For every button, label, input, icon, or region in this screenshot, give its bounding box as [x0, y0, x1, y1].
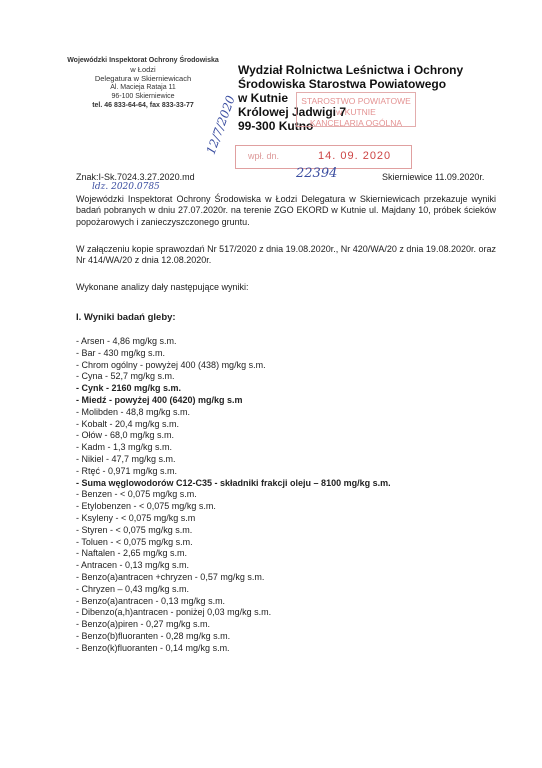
result-item: - Suma węglowodorów C12-C35 - składniki frakcji oleju – 8100 mg/kg s.m.	[76, 477, 391, 488]
result-item: - Chrom ogólny - powyżej 400 (438) mg/kg s.m.	[76, 359, 266, 370]
received-label: wpł. dn.	[248, 151, 280, 161]
result-item: - Benzo(a)piren - 0,27 mg/kg s.m.	[76, 619, 211, 630]
recipient-line-2: Środowiska Starostwa Powiatowego	[238, 77, 447, 91]
result-item: - Toluen - < 0,075 mg/kg s.m.	[76, 536, 193, 547]
results-intro: Wykonane analizy dały następujące wyniki:	[76, 282, 249, 292]
result-item: - Benzen - < 0,075 mg/kg s.m.	[76, 489, 197, 500]
handwritten-reference: ldz. 2020.0785	[92, 182, 160, 192]
result-item: - Rtęć - 0,971 mg/kg s.m.	[76, 465, 178, 476]
office-stamp	[296, 92, 416, 127]
result-item: - Dibenzo(a,h)antracen - poniżej 0,03 mg/kg s.m.	[76, 607, 272, 618]
result-item: - Chryzen – 0,43 mg/kg s.m.	[76, 583, 190, 594]
office-stamp-line-1: STAROSTWO POWIATOWE w KUTNIE	[301, 96, 411, 117]
recipient-line-3: w Kutnie	[238, 91, 288, 105]
result-item: - Bar - 430 mg/kg s.m.	[76, 347, 166, 358]
result-item: - Benzo(a)antracen - 0,13 mg/kg s.m.	[76, 595, 226, 606]
sender-institution: Wojewódzki Inspektorat Ochrony Środowiska	[67, 57, 219, 64]
result-item: - Cynk - 2160 mg/kg s.m.	[76, 383, 182, 394]
place-and-date: Skierniewice 11.09.2020r.	[382, 172, 485, 182]
soil-results-list	[76, 336, 391, 655]
result-item: - Ołów - 68,0 mg/kg s.m.	[76, 430, 175, 441]
result-item: - Molibden - 48,8 mg/kg s.m.	[76, 406, 191, 417]
result-item: - Cyna - 52,7 mg/kg s.m.	[76, 371, 175, 382]
sender-postcode: 96-100 Skierniewice	[111, 93, 175, 100]
result-item: - Miedź - powyżej 400 (6420) mg/kg s.m	[76, 394, 243, 405]
handwritten-margin-note: 12/7/2020	[203, 93, 238, 157]
attachments-paragraph: W załączeniu kopie sprawozdań Nr 517/2020 z dnia 19.08.2020r., Nr 420/WA/20 z dnia 19.08.2020r. oraz Nr 414/WA/20 z dnia 12.08.2020r.	[76, 244, 496, 266]
result-item: - Arsen - 4,86 mg/kg s.m.	[76, 336, 177, 346]
sender-street: Al. Macieja Rataja 11	[110, 84, 176, 91]
sender-phone: tel. 46 833-64-64, fax 833-33-77	[92, 102, 194, 109]
recipient-line-1: Wydział Rolnictwa Leśnictwa i Ochrony	[238, 63, 464, 77]
result-item: - Kobalt - 20,4 mg/kg s.m.	[76, 418, 180, 429]
sender-block	[58, 56, 228, 110]
office-stamp-line-2: KANCELARIA OGÓLNA	[309, 118, 403, 128]
recipient-line-5: 99-300 Kutno	[238, 119, 314, 133]
recipient-line-4: Królowej Jadwigi 7	[238, 105, 347, 119]
handwritten-registry-number: 22394	[296, 166, 338, 181]
section-heading-soil: I. Wyniki badań gleby:	[76, 312, 176, 323]
sender-branch: Delegatura w Skierniewicach	[94, 74, 192, 83]
result-item: - Nikiel - 47,7 mg/kg s.m.	[76, 453, 176, 464]
result-item: - Kadm - 1,3 mg/kg s.m.	[76, 442, 173, 453]
document-reference: Znak:I-Sk.7024.3.27.2020.md	[76, 172, 195, 182]
received-date: 14. 09. 2020	[318, 150, 392, 162]
result-item: - Benzo(k)fluoranten - 0,14 mg/kg s.m.	[76, 642, 230, 653]
result-item: - Antracen - 0,13 mg/kg s.m.	[76, 560, 190, 571]
result-item: - Benzo(a)antracen +chryzen - 0,57 mg/kg s.m.	[76, 571, 265, 582]
result-item: - Naftalen - 2,65 mg/kg s.m.	[76, 548, 188, 559]
intro-paragraph: Wojewódzki Inspektorat Ochrony Środowiska w Łodzi Delegatura w Skierniewicach przekazuje wyniki badań pobranych w dniu 27.07.2020r. na terenie ZGO EKORD w Kutnie ul. Majdany 10, próbek ścieków popożarowych i zanieczyszczonego gruntu.	[76, 194, 496, 227]
sender-city: w Łodzi	[130, 65, 156, 74]
result-item: - Styren - < 0,075 mg/kg s.m.	[76, 524, 193, 535]
result-item: - Benzo(b)fluoranten - 0,28 mg/kg s.m.	[76, 630, 231, 641]
result-item: - Etylobenzen - < 0,075 mg/kg s.m.	[76, 501, 216, 512]
result-item: - Ksyleny - < 0,075 mg/kg s.m	[76, 512, 196, 523]
